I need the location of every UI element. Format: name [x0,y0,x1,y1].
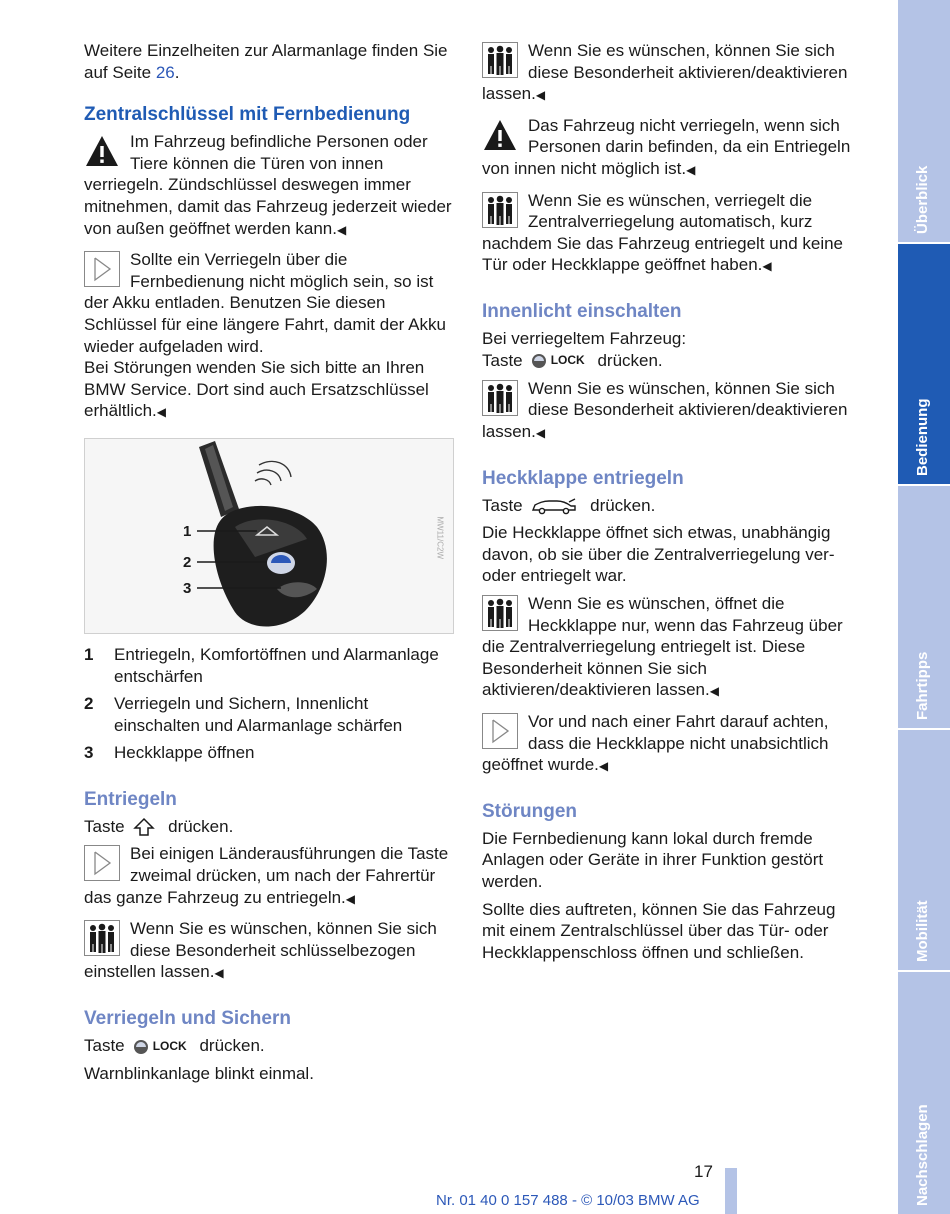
fault-paragraph-2: Sollte dies auftreten, können Sie das Fahrzeug mit einem Zentralschlüssel über das Tür- oder Heckklappenschloss öffnen und schließen. [482,899,836,962]
end-mark-icon: ◀ [156,405,166,420]
personalization-icon [482,42,518,78]
footer-text: Nr. 01 40 0 157 488 - © 10/03 BMW AG [436,1192,700,1209]
lock-blink-text: Warnblinkanlage blinkt einmal. [84,1064,314,1084]
heading-central-key: Zentralschlüssel mit Fernbedienung [84,104,411,126]
list-number: 2 [84,694,94,714]
note-text: Vor und nach einer Fahrt darauf achten, dass die Heckklappe nicht unabsichtlich geöffnet wurde. [482,711,829,775]
personalization-icon [482,380,518,416]
warning-icon [482,117,518,153]
heading-lock: Verriegeln und Sichern [84,1008,291,1030]
chapter-sidebar [898,0,950,1214]
key-figure [84,438,454,634]
list-item [84,644,456,687]
light-pre: Taste [482,350,523,370]
intro-text: Weitere Einzelheiten zur Alarmanlage finden Sie auf Seite [84,41,448,82]
personalization-note [482,378,854,445]
personalization-icon [84,920,120,956]
end-mark-icon: ◀ [709,684,719,699]
personalization-note [84,918,456,985]
heading-interior-light: Innenlicht einschalten [482,300,682,322]
end-mark-icon: ◀ [535,88,546,103]
trunk-instruction [482,495,854,517]
tab-label: Überblick [914,165,931,234]
list-text: Heckklappe öffnen [114,743,255,763]
lock-instruction [84,1035,456,1057]
tab-nachschlagen[interactable] [898,972,950,1214]
warning-text: Das Fahrzeug nicht verriegeln, wenn sich Personen darin befinden, da ein Entriegeln von innen nicht möglich ist. [482,115,851,178]
unlock-pre: Taste [84,816,125,836]
callout-1: 1 [183,522,192,540]
light-condition: Bei verriegeltem Fahrzeug: [482,328,687,348]
lock-pre: Taste [84,1036,125,1056]
tab-label: Nachschlagen [914,1104,931,1206]
note-text: Wenn Sie es wünschen, können Sie sich diese Besonderheit aktivieren/deaktivieren lassen. [482,378,848,442]
lock-button-icon [133,1036,186,1058]
list-text: Verriegeln und Sichern, Innenlicht einschalten und Alarmanlage schärfen [114,694,403,735]
tab-fahrtipps[interactable] [898,486,950,728]
note-arrow-icon [84,251,120,287]
unlock-post: drücken. [168,816,234,836]
key-illustration [85,439,453,633]
intro-end: . [174,62,180,82]
trunk-pre: Taste [482,495,523,515]
heading-unlock: Entriegeln [84,788,177,810]
tab-mobilitaet[interactable] [898,730,950,970]
light-instruction [482,350,854,372]
page-link[interactable]: 26 [155,62,175,82]
list-item [84,693,456,736]
personalization-icon [482,192,518,228]
intro-paragraph [84,40,456,83]
right-column [482,40,854,969]
lock-post: drücken. [199,1036,265,1056]
page-number: 17 [694,1162,713,1181]
note-text: Wenn Sie es wünschen, öffnet die Heckklappe nur, wenn das Fahrzeug über die Zentralverriegelung entriegelt ist. Diese Besonderheit können Sie sich aktivieren/deaktivieren lassen. [482,594,843,700]
left-column [84,40,456,1091]
personalization-note [482,593,854,703]
info-note [84,249,456,424]
list-number: 1 [84,644,94,664]
warning-note [84,131,456,241]
tab-bedienung[interactable] [898,244,950,484]
trunk-post: drücken. [590,495,656,515]
note-arrow-icon [84,845,120,881]
warning-text: Im Fahrzeug befindliche Personen oder Tiere können die Türen von innen verriegeln. Zündschlüssel deswegen immer mitnehmen, damit das Fahrzeug jederzeit wieder von außen geöffnet werden kann. [84,132,452,238]
list-number: 3 [84,743,94,763]
note-text: Sollte ein Verriegeln über die Fernbedienung nicht möglich sein, so ist der Akku entladen. Benutzen Sie diesen Schlüssel für eine längere Fahrt, damit der Akku wieder aufgeladen wird. [84,250,446,356]
personalization-note [482,40,854,107]
warning-note [482,115,854,182]
warning-icon [84,133,120,169]
note-text: Wenn Sie es wünschen, können Sie sich diese Besonderheit schlüsselbezogen einstellen lassen. [84,919,437,982]
tab-label: Mobilität [914,900,931,962]
note-text: Wenn Sie es wünschen, können Sie sich diese Besonderheit aktivieren/deaktivieren lassen. [482,41,848,104]
heading-trunk: Heckklappe entriegeln [482,467,684,489]
lock-label: LOCK [550,353,585,368]
fault-paragraph-1: Die Fernbedienung kann lokal durch fremde Anlagen oder Geräte in ihrer Funktion gestört werden. [482,828,824,891]
note-text: Wenn Sie es wünschen, verriegelt die Zentralverriegelung automatisch, kurz nachdem Sie das Fahrzeug entriegelt und keine Tür oder Heckklappe geöffnet haben. [482,190,844,275]
info-note [482,711,854,778]
unlock-instruction [84,816,456,838]
figure-code: MW11/C2W [436,516,445,559]
list-item [84,742,456,764]
light-post: drücken. [597,350,663,370]
personalization-note [482,190,854,278]
end-mark-icon: ◀ [214,966,224,981]
heading-faults: Störungen [482,800,577,822]
callout-list [84,644,456,764]
end-mark-icon: ◀ [762,259,772,274]
list-text: Entriegeln, Komfortöffnen und Alarmanlage entschärfen [114,644,439,686]
note-text: Bei einigen Länderausführungen die Taste zweimal drücken, um nach der Fahrertür das ganze Fahrzeug zu entriegeln. [84,844,449,907]
end-mark-icon: ◀ [598,759,609,774]
callout-3: 3 [183,579,192,597]
note-text-service: Bei Störungen wenden Sie sich bitte an Ihren BMW Service. Dort sind auch Ersatzschlüssel erhältlich. [84,358,429,421]
info-note [84,843,456,910]
lock-button-icon [531,350,584,372]
end-mark-icon: ◀ [535,426,546,441]
tab-ueberblick[interactable] [898,0,950,242]
end-mark-icon: ◀ [345,891,356,906]
unlock-arrow-icon [133,817,155,837]
page-marker-bar [725,1168,737,1214]
trunk-paragraph: Die Heckklappe öffnet sich etwas, unabhängig davon, ob sie über die Zentralverriegelung ver- oder entriegelt war. [482,523,835,586]
callout-2: 2 [183,553,192,571]
end-mark-icon: ◀ [686,162,696,177]
lock-label: LOCK [152,1038,187,1053]
personalization-icon [482,595,518,631]
tab-label: Fahrtipps [914,651,931,720]
note-arrow-icon [482,713,518,749]
end-mark-icon: ◀ [336,222,347,237]
trunk-car-icon [531,497,577,515]
tab-label: Bedienung [914,398,931,476]
